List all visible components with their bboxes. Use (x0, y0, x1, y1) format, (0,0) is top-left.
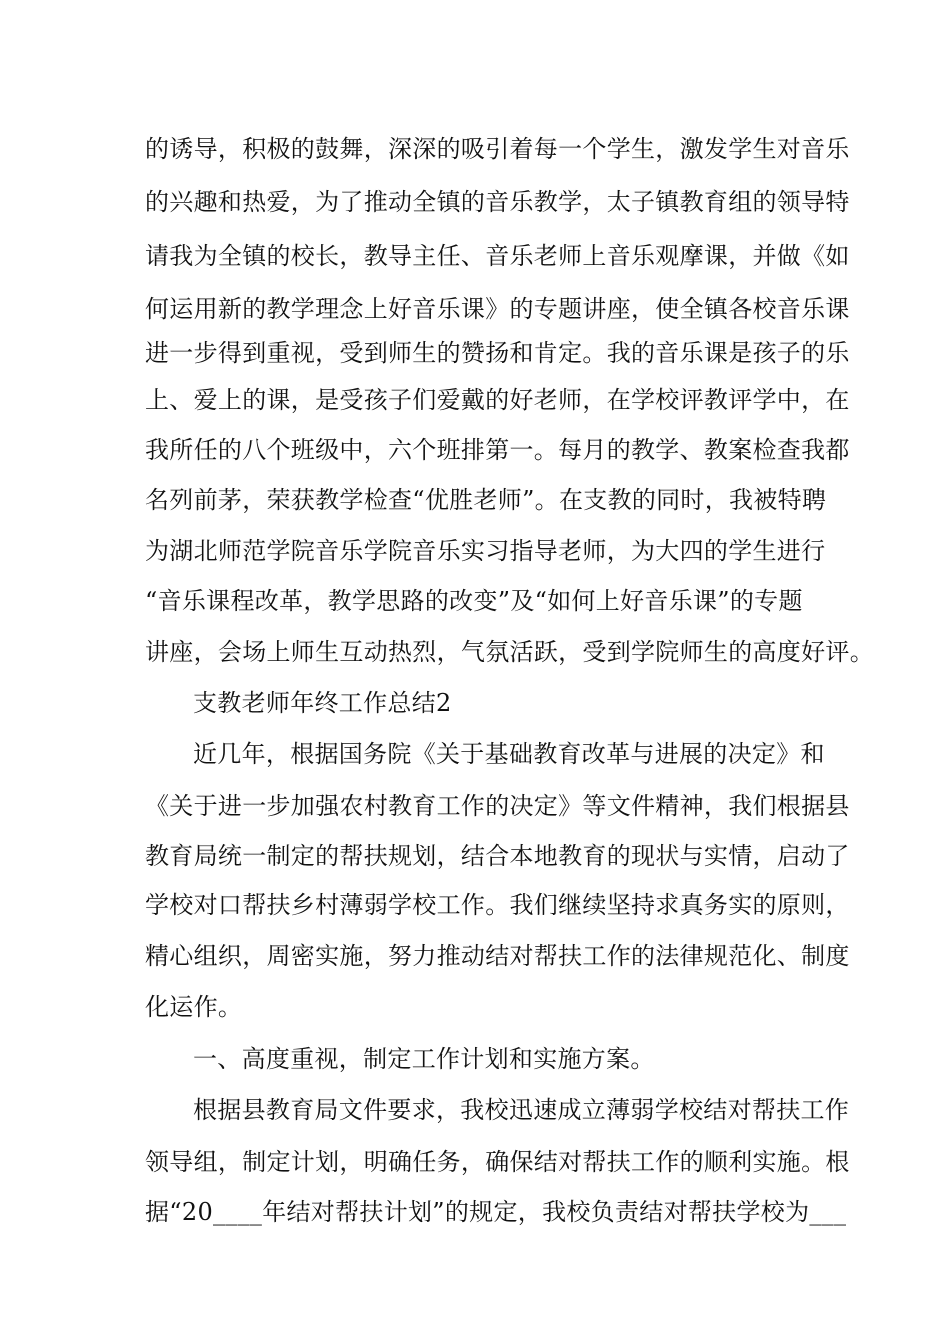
paragraph-1-line-11: 讲座，会场上师生互动热烈，气氛活跃，受到学院师生的高度好评。 (145, 638, 874, 666)
paragraph-1-line-3: 请我为全镇的校长，教导主任、音乐老师上音乐观摩课，并做《如 (145, 242, 850, 270)
paragraph-1-line-7: 我所任的八个班级中，六个班排第一。每月的教学、教案检查我都 (145, 436, 850, 464)
paragraph-2-line-3: 教育局统一制定的帮扶规划，结合本地教育的现状与实情，启动了 (145, 842, 850, 870)
paragraph-1-line-8: 名列前茅，荣获教学检查“优胜老师”。在支教的同时，我被特聘 (145, 486, 827, 514)
paragraph-1-line-10: “音乐课程改革，教学思路的改变”及“如何上好音乐课”的专题 (145, 587, 803, 615)
paragraph-2-line-2: 《关于进一步加强农村教育工作的决定》等文件精神，我们根据县 (145, 792, 850, 820)
paragraph-2-line-6: 化运作。 (145, 993, 243, 1021)
paragraph-2-line-5: 精心组织，周密实施，努力推动结对帮扶工作的法律规范化、制度 (145, 942, 850, 970)
heading-1: 一、高度重视，制定工作计划和实施方案。 (193, 1045, 655, 1073)
paragraph-1-line-2: 的兴趣和热爱，为了推动全镇的音乐教学，太子镇教育组的领导特 (145, 188, 850, 216)
paragraph-1-line-9: 为湖北师范学院音乐学院音乐实习指导老师，为大四的学生进行 (145, 537, 826, 565)
paragraph-3-line-2: 领导组，制定计划，明确任务，确保结对帮扶工作的顺利实施。根 (145, 1148, 850, 1176)
paragraph-1-line-4: 何运用新的教学理念上好音乐课》的专题讲座，使全镇各校音乐课 (145, 295, 850, 323)
paragraph-2-line-1: 近几年，根据国务院《关于基础教育改革与进展的决定》和 (193, 740, 825, 768)
section-title: 支教老师年终工作总结2 (193, 689, 452, 717)
paragraph-1-line-1: 的诱导，积极的鼓舞，深深的吸引着每一个学生，激发学生对音乐 (145, 135, 850, 163)
paragraph-3-line-1: 根据县教育局文件要求，我校迅速成立薄弱学校结对帮扶工作 (193, 1096, 850, 1124)
paragraph-1-line-5: 进一步得到重视，受到师生的赞扬和肯定。我的音乐课是孩子的乐 (145, 339, 850, 367)
paragraph-2-line-4: 学校对口帮扶乡村薄弱学校工作。我们继续坚持求真务实的原则， (145, 891, 850, 919)
paragraph-1-line-6: 上、爱上的课，是受孩子们爱戴的好老师，在学校评教评学中，在 (145, 386, 850, 414)
paragraph-3-line-3: 据“20____年结对帮扶计划”的规定，我校负责结对帮扶学校为___ (145, 1198, 847, 1226)
